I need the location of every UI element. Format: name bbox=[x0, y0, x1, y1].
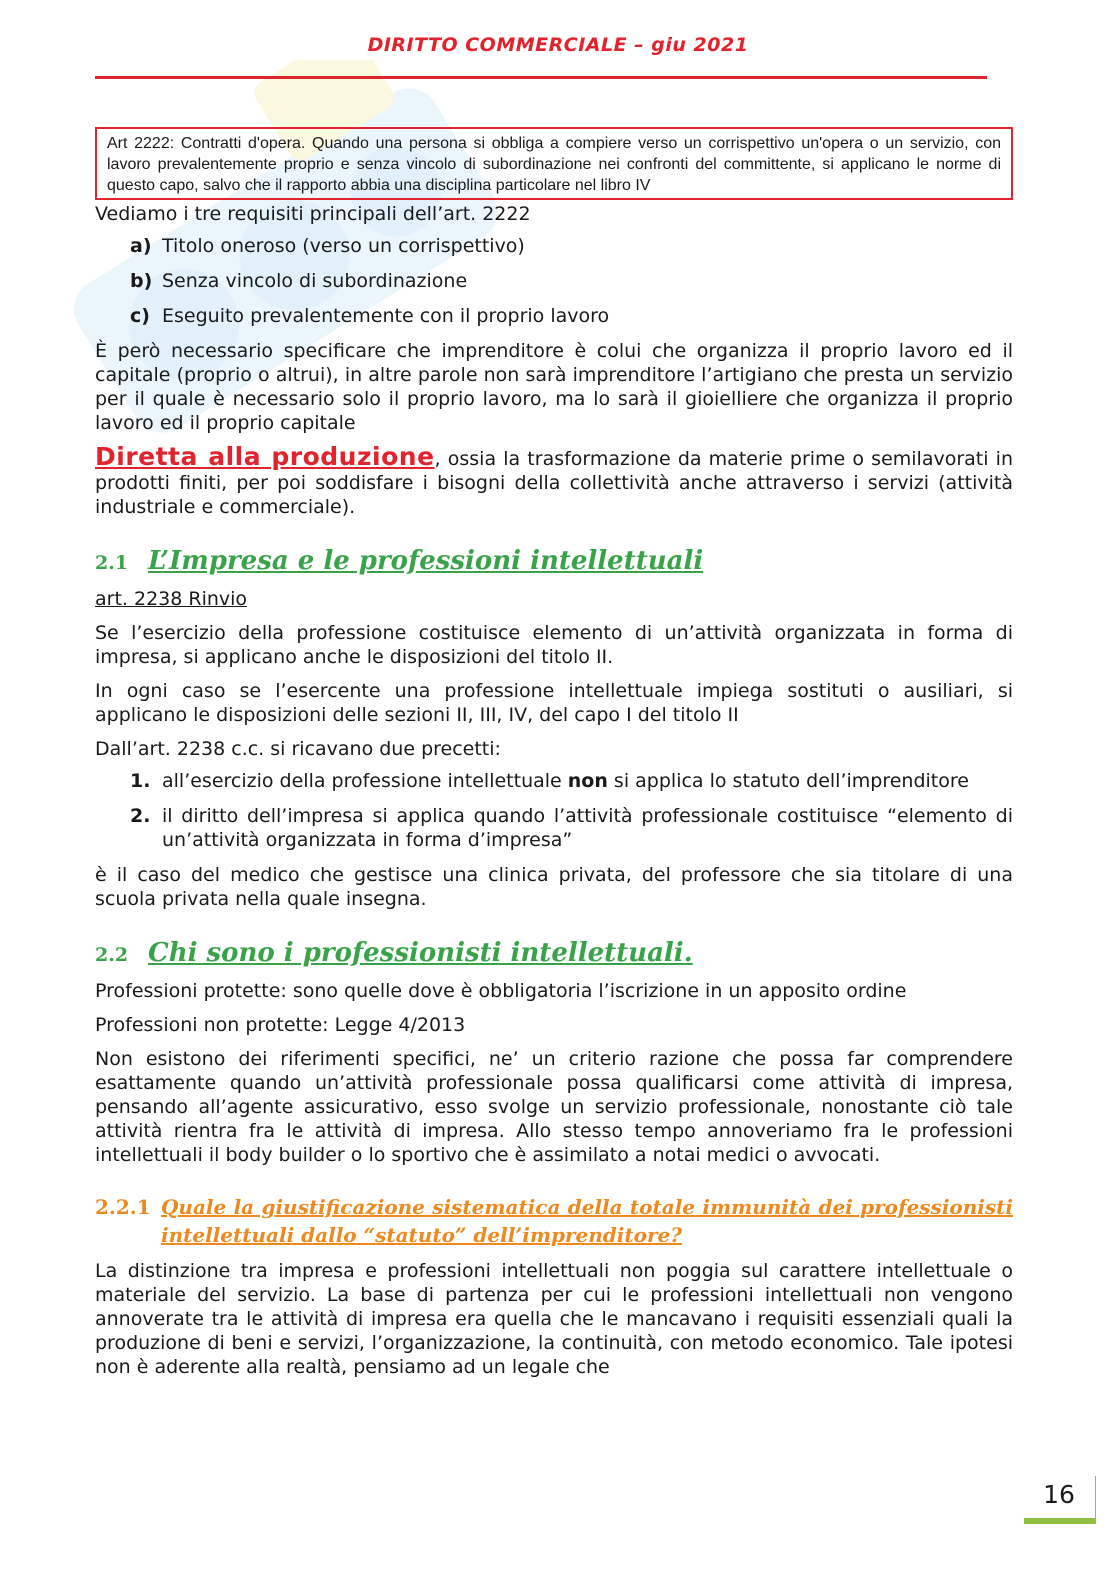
paragraph: Professioni protette: sono quelle dove è obbligatoria l’iscrizione in un apposito ordine bbox=[95, 980, 907, 1002]
emphasis: non bbox=[567, 770, 608, 792]
section-heading-2-2 bbox=[95, 937, 1013, 971]
list-item-text: Senza vincolo di subordinazione bbox=[162, 270, 468, 292]
section-title: Quale la giustificazione sistematica della totale immunità dei professionisti intellettuali dallo “statuto” dell’imprenditore? bbox=[161, 1195, 1013, 1247]
paragraph-produzione bbox=[95, 442, 1014, 519]
requirements-list bbox=[95, 234, 1013, 328]
article-reference: art. 2238 Rinvio bbox=[95, 588, 248, 610]
section-number: 2.2 bbox=[95, 944, 129, 966]
subsection-heading-2-2-1 bbox=[95, 1193, 1013, 1249]
paragraph: è il caso del medico che gestisce una clinica privata, del professore che sia titolare di una scuola privata nella quale insegna. bbox=[95, 864, 1013, 910]
section-heading-2-1 bbox=[95, 545, 1013, 579]
precepts-list bbox=[95, 769, 1013, 852]
list-item-label: b) bbox=[130, 270, 153, 292]
list-item bbox=[95, 304, 1013, 328]
paragraph: In ogni caso se l’esercente una professione intellettuale impiega sostituti o ausiliari, si applicano le disposizioni delle sezioni II, III, IV, del capo I del titolo II bbox=[95, 680, 1013, 726]
highlighted-term: Diretta alla produzione bbox=[95, 442, 435, 471]
paragraph-imprenditore: È però necessario specificare che imprenditore è colui che organizza il proprio lavoro ed il capitale (proprio o altrui), in altre parole non sarà imprenditore l’artigiano che presta un servizio per il quale è necessario solo il proprio lavoro, ma lo sarà il gioielliere che organizza il proprio lavoro ed il proprio capitale bbox=[95, 340, 1013, 434]
paragraph: Dall’art. 2238 c.c. si ricavano due precetti: bbox=[95, 738, 501, 760]
page-number: 16 bbox=[1043, 1480, 1075, 1509]
list-item: 1. all’esercizio della professione intellettuale non si applica lo statuto dell’imprenditore bbox=[130, 770, 969, 792]
page-number-divider bbox=[1095, 1476, 1096, 1518]
requirements-intro: Vediamo i tre requisiti principali dell’art. 2222 bbox=[95, 203, 531, 225]
page-content bbox=[95, 127, 1013, 1379]
list-item bbox=[95, 234, 1013, 258]
paragraph: Se l’esercizio della professione costituisce elemento di un’attività organizzata in forma di impresa, si applicano anche le disposizioni del titolo II. bbox=[95, 622, 1013, 668]
paragraph: La distinzione tra impresa e professioni intellettuali non poggia sul carattere intellettuale o materiale del servizio. La base di partenza per cui le professioni intellettuali non vengono annoverate tra le attività di impresa era quella che le mancavano i requisiti essenziali quali la produzione di beni e servizi, l’organizzazione, la continuità, con metodo economico. Tale ipotesi non è aderente alla realtà, pensiamo ad un legale che bbox=[95, 1260, 1013, 1378]
list-item bbox=[95, 269, 1013, 293]
list-item-label: a) bbox=[130, 235, 152, 257]
list-item-label: 1. bbox=[130, 770, 151, 792]
header-divider bbox=[95, 76, 987, 79]
list-item-text: Eseguito prevalentemente con il proprio lavoro bbox=[162, 305, 610, 327]
page-number-underline bbox=[1024, 1518, 1096, 1524]
article-quote-box: Art 2222: Contratti d'opera. Quando una persona si obbliga a compiere verso un corrispettivo un'opera o un servizio, con lavoro prevalentemente proprio e senza vincolo di subordinazione nei confronti del committente, si applicano le norme di questo capo, salvo che il rapporto abbia una disciplina particolare nel libro IV bbox=[95, 127, 1013, 200]
produzione-text: , ossia la trasformazione da materie prime o semilavorati in prodotti finiti, per poi soddisfare i bisogni della collettività anche attraverso i servizi (attività industriale e commerciale). bbox=[95, 448, 1014, 518]
section-number: 2.2.1 bbox=[95, 1195, 151, 1219]
list-item-text: Titolo oneroso (verso un corrispettivo) bbox=[162, 235, 525, 257]
list-item: 2. il diritto dell’impresa si applica quando l’attività professionale costituisce “elemento di un’attività organizzata in forma d’impresa” bbox=[130, 805, 1013, 851]
list-item-label: c) bbox=[130, 305, 150, 327]
paragraph: Non esistono dei riferimenti specifici, ne’ un criterio razione che possa far comprendere esattamente quando un’attività professionale possa qualificarsi come attività di impresa, pensando all’agente assicurativo, esso svolge un servizio professionale, nonostante ciò tale attività rientra fra le attività di impresa. Allo stesso tempo annoveriamo fra le professioni intellettuali il body builder o lo sportivo che è assimilato a notai medici o avvocati. bbox=[95, 1048, 1013, 1166]
section-number: 2.1 bbox=[95, 552, 129, 574]
section-title: L’Impresa e le professioni intellettuali bbox=[148, 546, 704, 576]
document-header-title: DIRITTO COMMERCIALE – giu 2021 bbox=[367, 34, 749, 56]
section-title: Chi sono i professionisti intellettuali. bbox=[148, 938, 693, 968]
list-item-label: 2. bbox=[130, 805, 151, 827]
paragraph: Professioni non protette: Legge 4/2013 bbox=[95, 1014, 466, 1036]
